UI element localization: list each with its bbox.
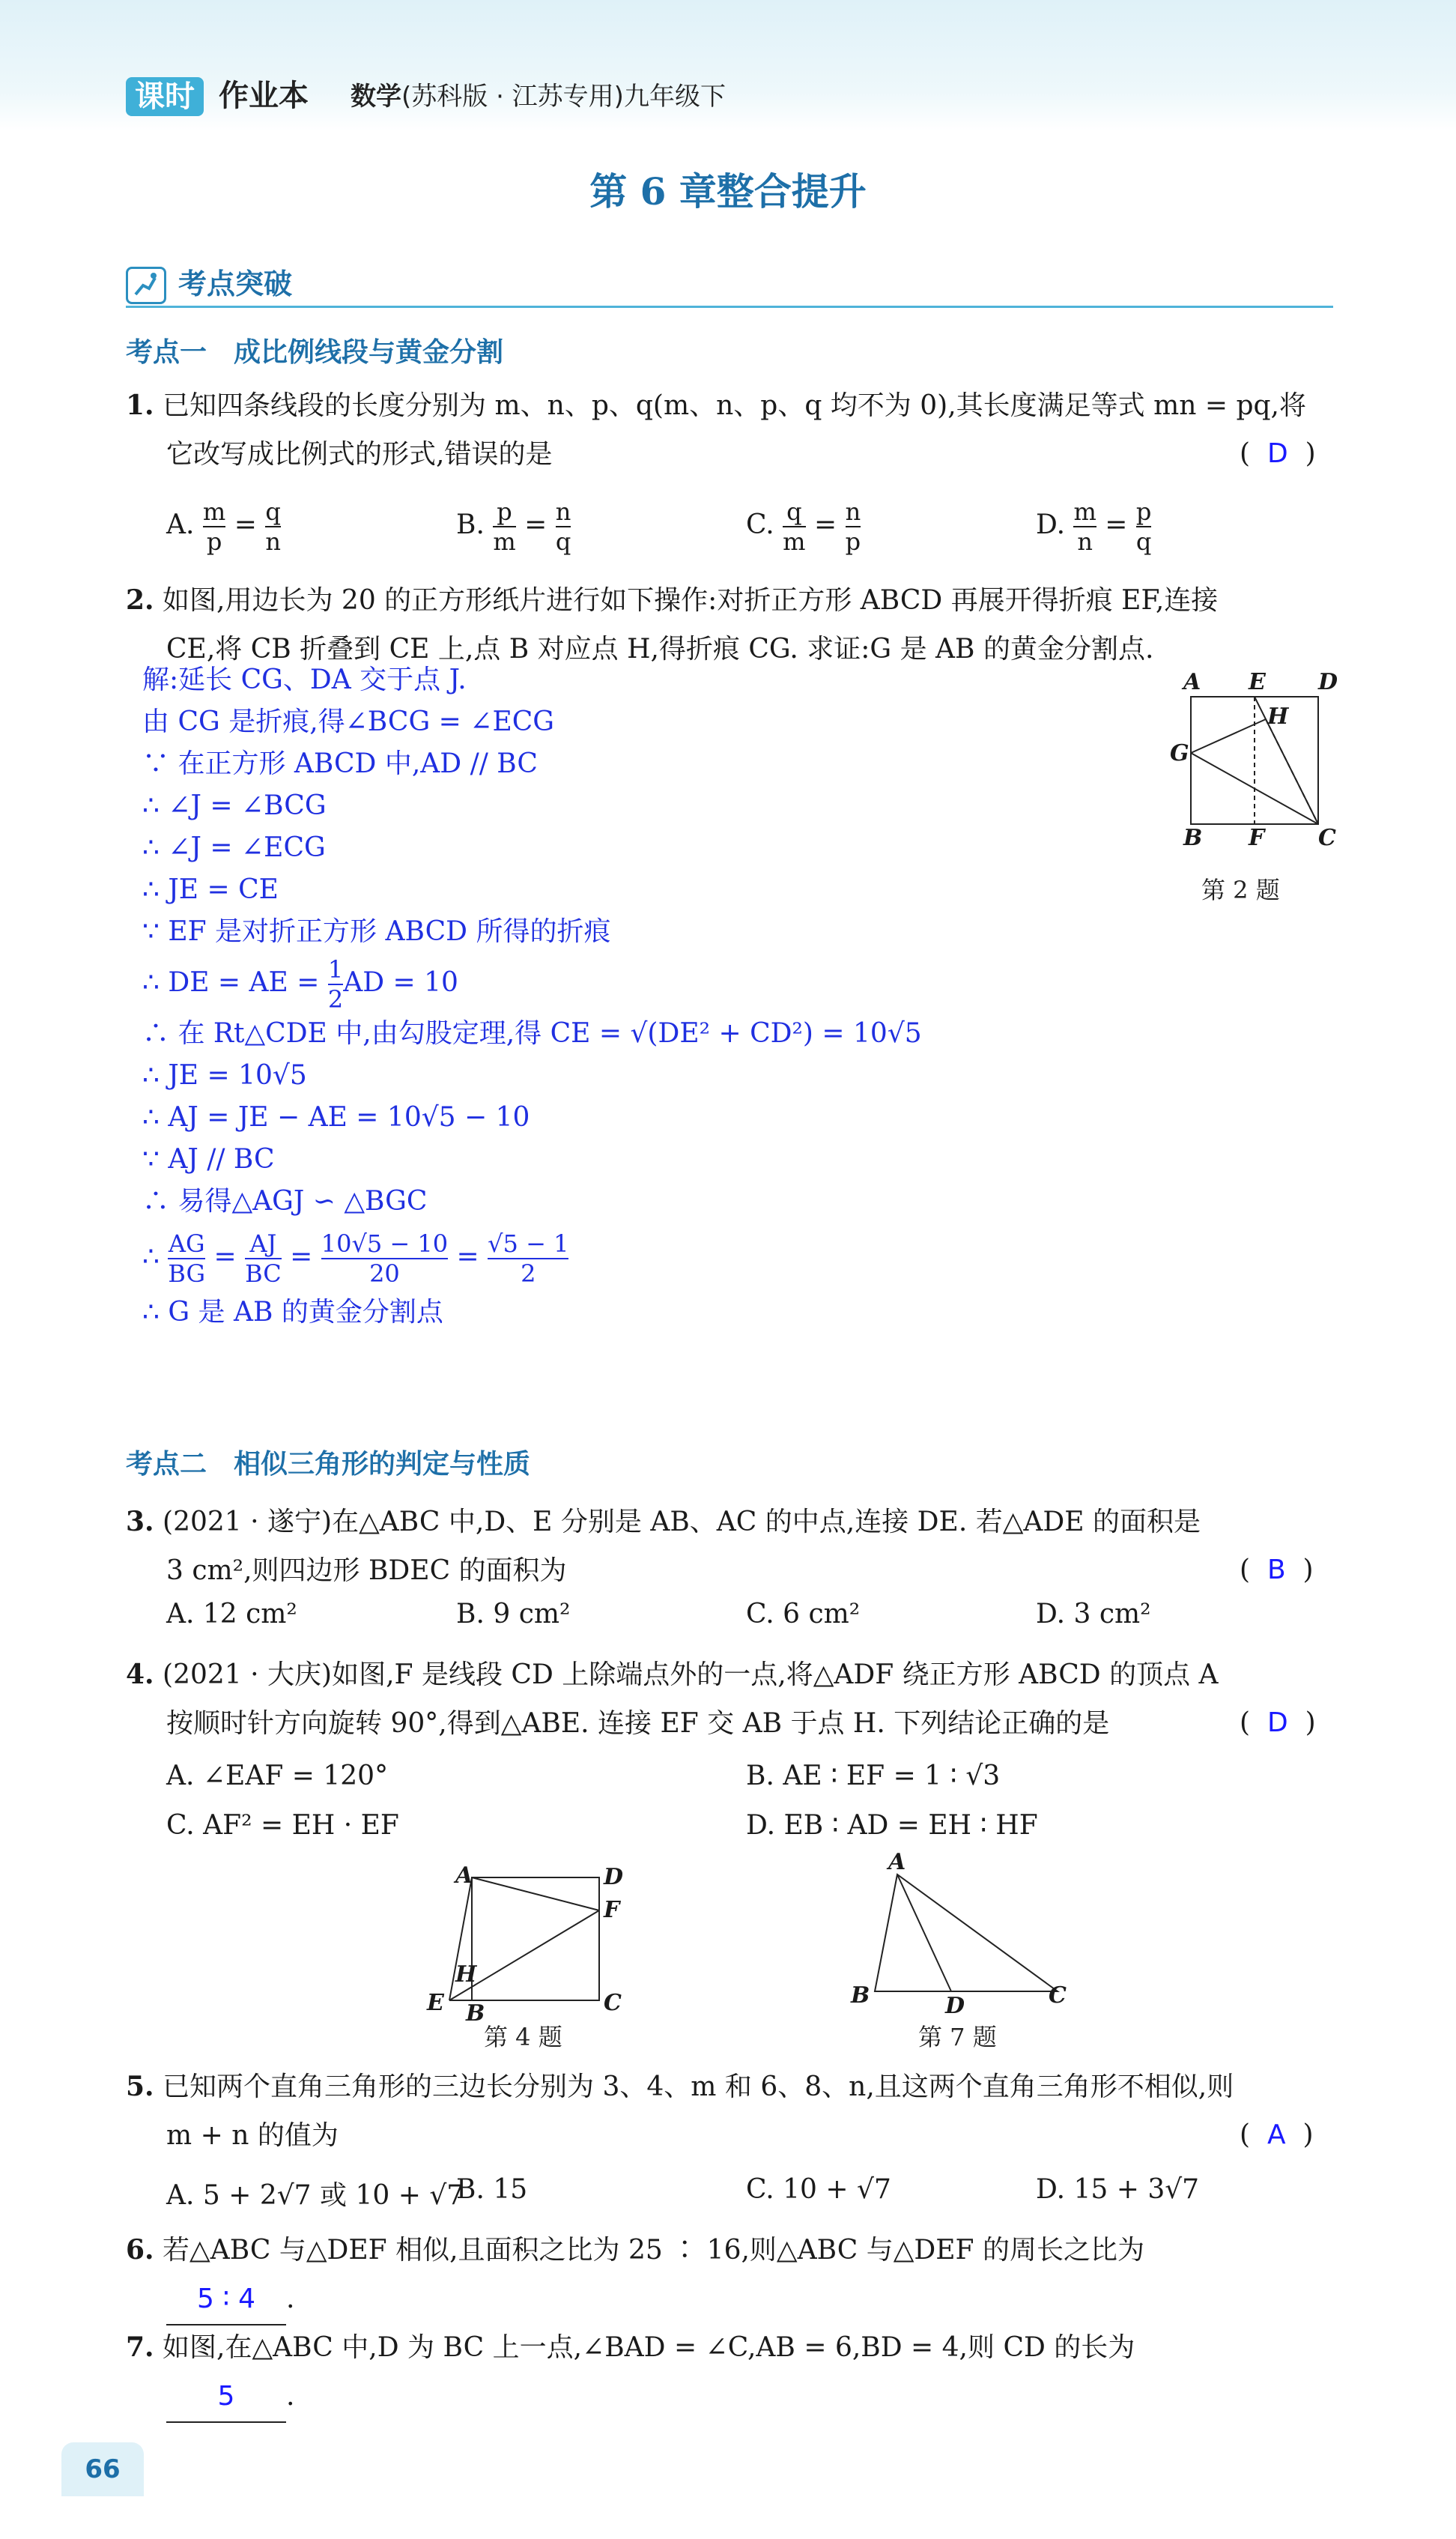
section-title: 考点突破 (178, 267, 293, 300)
q4-option-a[interactable]: A. ∠EAF = 120° (166, 1761, 389, 1791)
chapter-title: 第 6 章整合提升 (589, 169, 867, 214)
fig7-label-b: B (851, 1982, 870, 2009)
q7-number: 7. (126, 2331, 154, 2363)
brand-logo-box: 课时 (126, 77, 204, 116)
q4-options (166, 1761, 1339, 1858)
q1-answer: D (1267, 438, 1288, 469)
fig7-label-a: A (888, 1849, 906, 1875)
q2-solution (142, 659, 1116, 1334)
fig2-label-g: G (1170, 740, 1189, 766)
q3-line2: 3 cm²,则四边形 BDEC 的面积为 (166, 1555, 567, 1586)
q2-text1: 如图,用边长为 20 的正方形纸片进行如下操作:对折正方形 ABCD 再展开得折痕 EF,连接 (163, 585, 1219, 616)
q2-fig-caption: 第 2 题 (1201, 876, 1280, 904)
q5-option-a[interactable]: A. 5 + 2√7 或 10 + √7 (166, 2180, 464, 2211)
q7-figure (839, 1849, 1079, 2019)
q5-answer: A (1267, 2119, 1286, 2150)
fig4-label-c: C (604, 1990, 622, 2016)
sol-line: ∵ EF 是对折正方形 ABCD 所得的折痕 (142, 916, 611, 947)
fig4-label-e: E (427, 1990, 444, 2016)
sol-line-de: ∴ DE = AE = $\frac{1}{2}$ AD = 10 (142, 955, 458, 1014)
q4-option-d[interactable]: D. EB ∶ AD = EH ∶ HF (746, 1810, 1038, 1841)
fig4-label-a: A (455, 1862, 473, 1889)
fig2-label-d: D (1318, 669, 1338, 695)
q1-text2: 它改写成比例式的形式,错误的是 (166, 439, 553, 470)
q4-fig-caption: 第 4 题 (484, 2023, 562, 2051)
fig2-label-a: A (1183, 669, 1201, 695)
q3-options (166, 1599, 1339, 1644)
q3-answer-paren: ( B ) (1240, 1555, 1314, 1585)
q3-line1 (126, 1497, 1339, 1547)
sol-line-ce: ∴ 在 Rt△CDE 中,由勾股定理,得 CE = √(DE² + CD²) = 10√5 (142, 1018, 922, 1049)
q4-option-c[interactable]: C. AF² = EH · EF (166, 1810, 399, 1841)
q7-fig-caption: 第 7 题 (918, 2023, 997, 2051)
sol-line: ∵ 在正方形 ABCD 中,AD // BC (142, 748, 538, 779)
q2-line2: CE,将 CB 折叠到 CE 上,点 B 对应点 H,得折痕 CG. 求证:G 是 AB 的黄金分割点. (166, 634, 1154, 665)
page-number: 66 (61, 2442, 144, 2496)
q3-option-a[interactable]: A. 12 cm² (166, 1599, 297, 1629)
q1-line1 (126, 381, 1339, 431)
kp2-title: 考点二 相似三角形的判定与性质 (126, 1449, 531, 1480)
q1-options (166, 497, 1339, 565)
q1-answer-paren: ( D ) (1240, 438, 1316, 469)
fig7-label-d: D (945, 1993, 965, 2019)
subject: 数学 (351, 82, 401, 112)
q5-line1 (126, 2062, 1339, 2112)
q4-answer: D (1267, 1707, 1288, 1738)
q1-text1: 已知四条线段的长度分别为 m、n、p、q(m、n、p、q 均不为 0),其长度满足等式 mn = pq,将 (163, 390, 1306, 421)
q2-number: 2. (126, 584, 154, 616)
q5-option-d[interactable]: D. 15 + 3√7 (1036, 2174, 1200, 2205)
q3-option-c[interactable]: C. 6 cm² (746, 1599, 861, 1629)
fig4-label-b: B (466, 2000, 485, 2027)
q7-answer[interactable]: 5 (166, 2372, 286, 2423)
q5-text1: 已知两个直角三角形的三边长分别为 3、4、m 和 6、8、n,且这两个直角三角形不相似,则 (163, 2072, 1234, 2102)
q4-option-b[interactable]: B. AE ∶ EF = 1 ∶ √3 (746, 1761, 1001, 1791)
q5-options (166, 2174, 1339, 2219)
q5-number: 5. (126, 2071, 154, 2102)
sol-line: ∴ ∠J = ∠ECG (142, 832, 326, 863)
sol-line: ∴ JE = CE (142, 874, 279, 905)
edition: (苏科版 · 江苏专用)九年级下 (401, 82, 726, 112)
kp1-title: 考点一 成比例线段与黄金分割 (126, 337, 504, 368)
q1-option-c[interactable]: C. $\frac{q}{m}$ = $\frac{n}{p}$ (746, 497, 861, 556)
q7-text1: 如图,在△ABC 中,D 为 BC 上一点,∠BAD = ∠C,AB = 6,BD = 4,则 CD 的长为 (163, 2332, 1135, 2363)
sol-line: 由 CG 是折痕,得∠BCG = ∠ECG (142, 706, 555, 737)
q7-line1 (126, 2322, 1339, 2373)
runner-icon (126, 267, 166, 304)
q7-figure-svg (839, 1858, 1079, 2015)
q6-answer-line: 5 ∶ 4 . (166, 2275, 294, 2325)
fig2-label-b: B (1183, 825, 1203, 851)
q2-line1 (126, 575, 1339, 626)
fig4-label-h: H (455, 1961, 477, 1988)
sol-line: ∴ 易得△AGJ ∽ △BGC (142, 1186, 428, 1217)
fig7-label-c: C (1049, 1982, 1067, 2009)
sol-line: ∴ AJ = JE − AE = 10√5 − 10 (142, 1102, 530, 1133)
q1-option-a[interactable]: A. $\frac{m}{p}$ = $\frac{q}{n}$ (166, 497, 281, 556)
fig2-label-f: F (1249, 825, 1265, 851)
sol-line-ratio: ∴ $\frac{AG}{BG}$ = $\frac{AJ}{BC}$ = $\frac{10√5 - 10}{20}$ = $\frac{√5 - 1}{2}$ (142, 1229, 569, 1288)
fig4-label-d: D (604, 1864, 624, 1890)
q6-line1 (126, 2225, 1339, 2275)
fig2-label-e: E (1249, 669, 1266, 695)
section-heading (126, 264, 1333, 308)
q4-line1 (126, 1650, 1339, 1700)
q4-number: 4. (126, 1659, 154, 1690)
q1-number: 1. (126, 390, 154, 421)
sol-line: ∴ JE = 10√5 (142, 1060, 307, 1091)
q4-answer-paren: ( D ) (1240, 1707, 1316, 1738)
q3-answer: B (1267, 1555, 1286, 1585)
book-info (351, 79, 726, 114)
sol-line: 解:延长 CG、DA 交于点 J. (142, 665, 467, 695)
sol-line: ∴ ∠J = ∠BCG (142, 790, 327, 821)
q1-option-d[interactable]: D. $\frac{m}{n}$ = $\frac{p}{q}$ (1036, 497, 1152, 556)
q2-figure (1168, 669, 1341, 873)
q5-line2: m + n 的值为 (166, 2120, 339, 2151)
q3-number: 3. (126, 1506, 154, 1537)
q5-option-c[interactable]: C. 10 + √7 (746, 2174, 891, 2205)
q3-text1: (2021 · 遂宁)在△ABC 中,D、E 分别是 AB、AC 的中点,连接 DE. 若△ADE 的面积是 (163, 1507, 1201, 1537)
q6-answer[interactable]: 5 ∶ 4 (166, 2275, 286, 2325)
q4-figure (419, 1862, 637, 2027)
sol-line: ∵ AJ // BC (142, 1144, 275, 1175)
sol-line: ∴ G 是 AB 的黄金分割点 (142, 1297, 443, 1328)
q1-line2 (166, 430, 1339, 479)
q6-text1: 若△ABC 与△DEF 相似,且面积之比为 25 ∶ 16,则△ABC 与△DEF 的周长之比为 (163, 2235, 1144, 2266)
q4-line2: 按顺时针方向旋转 90°,得到△ABE. 连接 EF 交 AB 于点 H. 下列结论正确的是 (166, 1708, 1110, 1739)
q5-option-b[interactable]: B. 15 (456, 2174, 528, 2205)
q5-answer-paren: ( A ) (1240, 2119, 1314, 2150)
fig2-label-c: C (1318, 825, 1336, 851)
fig2-label-h: H (1267, 703, 1289, 730)
fig4-label-f: F (604, 1897, 620, 1923)
brand-name: 作业本 (219, 79, 309, 113)
q3-option-b[interactable]: B. 9 cm² (456, 1599, 571, 1629)
q3-option-d[interactable]: D. 3 cm² (1036, 1599, 1151, 1629)
q1-option-b[interactable]: B. $\frac{p}{m}$ = $\frac{n}{q}$ (456, 497, 571, 556)
q7-answer-line: 5 . (166, 2372, 294, 2423)
q6-number: 6. (126, 2234, 154, 2266)
q4-text1: (2021 · 大庆)如图,F 是线段 CD 上除端点外的一点,将△ADF 绕正方形 ABCD 的顶点 A (163, 1659, 1219, 1690)
